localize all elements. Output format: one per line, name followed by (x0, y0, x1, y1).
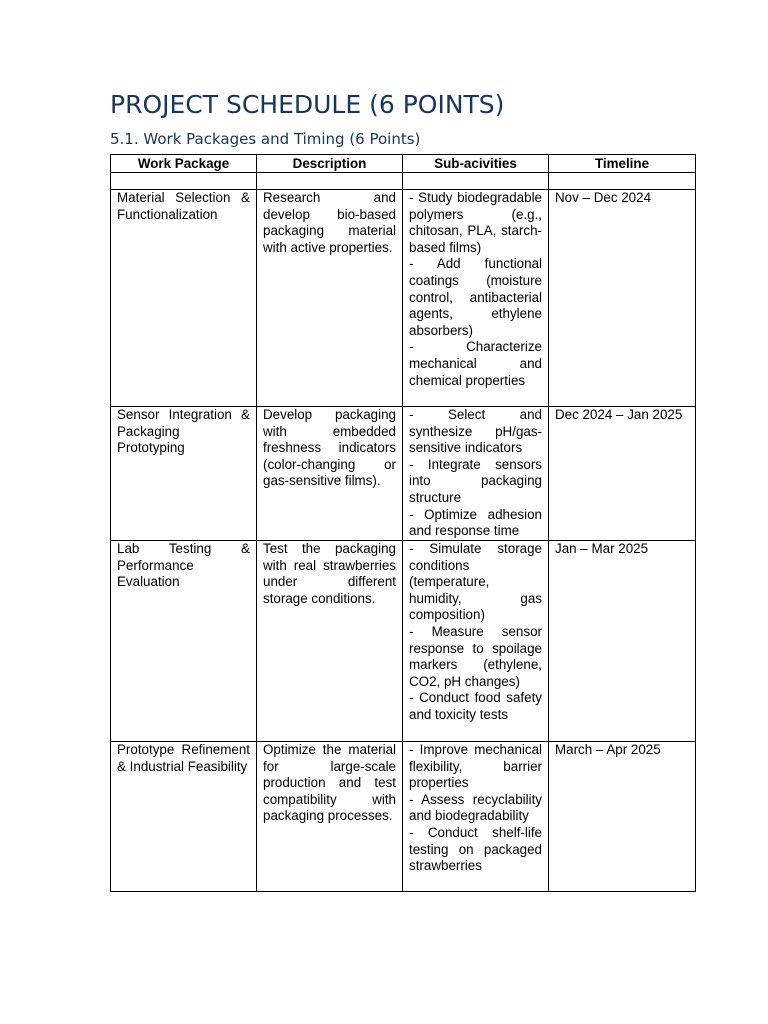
work-package-cell: Material Selection & Functionalization (111, 190, 257, 407)
table-header-row (111, 155, 696, 173)
work-package-cell: Sensor Integration & Packaging Prototyping (111, 407, 257, 541)
table-cell-empty (111, 173, 257, 190)
table-blank-row (111, 173, 696, 190)
work-package-cell: Prototype Refinement & Industrial Feasibility (111, 742, 257, 892)
work-package-cell: Lab Testing & Performance Evaluation (111, 541, 257, 742)
section-heading: 5.1. Work Packages and Timing (6 Points) (110, 130, 421, 148)
description-cell: Optimize the material for large-scale production and test compatibility with packaging processes. (257, 742, 403, 892)
description-cell: Develop packaging with embedded freshness indicators (color-changing or gas-sensitive films). (257, 407, 403, 541)
sub-activity-item: - Add functional coatings (moisture control, antibacterial agents, ethylene absorbers) (409, 256, 542, 338)
sub-activities-cell (403, 190, 549, 407)
timeline-cell: March – Apr 2025 (549, 742, 696, 892)
table-row (111, 190, 696, 407)
sub-activities-cell (403, 407, 549, 541)
table-row (111, 541, 696, 742)
table-cell-empty (549, 173, 696, 190)
sub-activity-item: - Conduct food safety and toxicity tests (409, 690, 542, 722)
table-row (111, 407, 696, 541)
column-header-description: Description (257, 155, 403, 173)
sub-activity-item: - Optimize adhesion and response time (409, 506, 542, 539)
page-title: PROJECT SCHEDULE (6 POINTS) (110, 90, 505, 119)
table-cell-empty (403, 173, 549, 190)
sub-activity-item: - Assess recyclability and biodegradability (409, 791, 542, 824)
column-header-timeline: Timeline (549, 155, 696, 173)
work-packages-table (110, 154, 696, 892)
description-cell: Test the packaging with real strawberries under different storage conditions. (257, 541, 403, 742)
table-row (111, 742, 696, 892)
sub-activity-item: - Measure sensor response to spoilage markers (ethylene, CO2, pH changes) (409, 623, 542, 689)
table-cell-empty (257, 173, 403, 190)
sub-activity-item: - Conduct shelf-life testing on packaged strawberries (409, 824, 542, 874)
timeline-cell: Dec 2024 – Jan 2025 (549, 407, 696, 541)
sub-activity-item: - Improve mechanical flexibility, barrier properties (409, 742, 542, 791)
sub-activities-cell (403, 742, 549, 892)
sub-activities-cell (403, 541, 549, 742)
timeline-cell: Jan – Mar 2025 (549, 541, 696, 742)
sub-activity-item: - Integrate sensors into packaging structure (409, 456, 542, 505)
sub-activity-item: - Study biodegradable polymers (e.g., chitosan, PLA, starch-based films) (409, 190, 542, 255)
sub-activity-item: - Select and synthesize pH/gas-sensitive indicators (409, 407, 542, 456)
sub-activity-item: - Simulate storage conditions (temperature, humidity, gas composition) (409, 541, 542, 623)
sub-activity-item: - Characterize mechanical and chemical properties (409, 339, 542, 388)
timeline-cell: Nov – Dec 2024 (549, 190, 696, 407)
column-header-sub-activities: Sub-acivities (403, 155, 549, 173)
column-header-work-package: Work Package (111, 155, 257, 173)
description-cell: Research and develop bio-based packaging material with active properties. (257, 190, 403, 407)
